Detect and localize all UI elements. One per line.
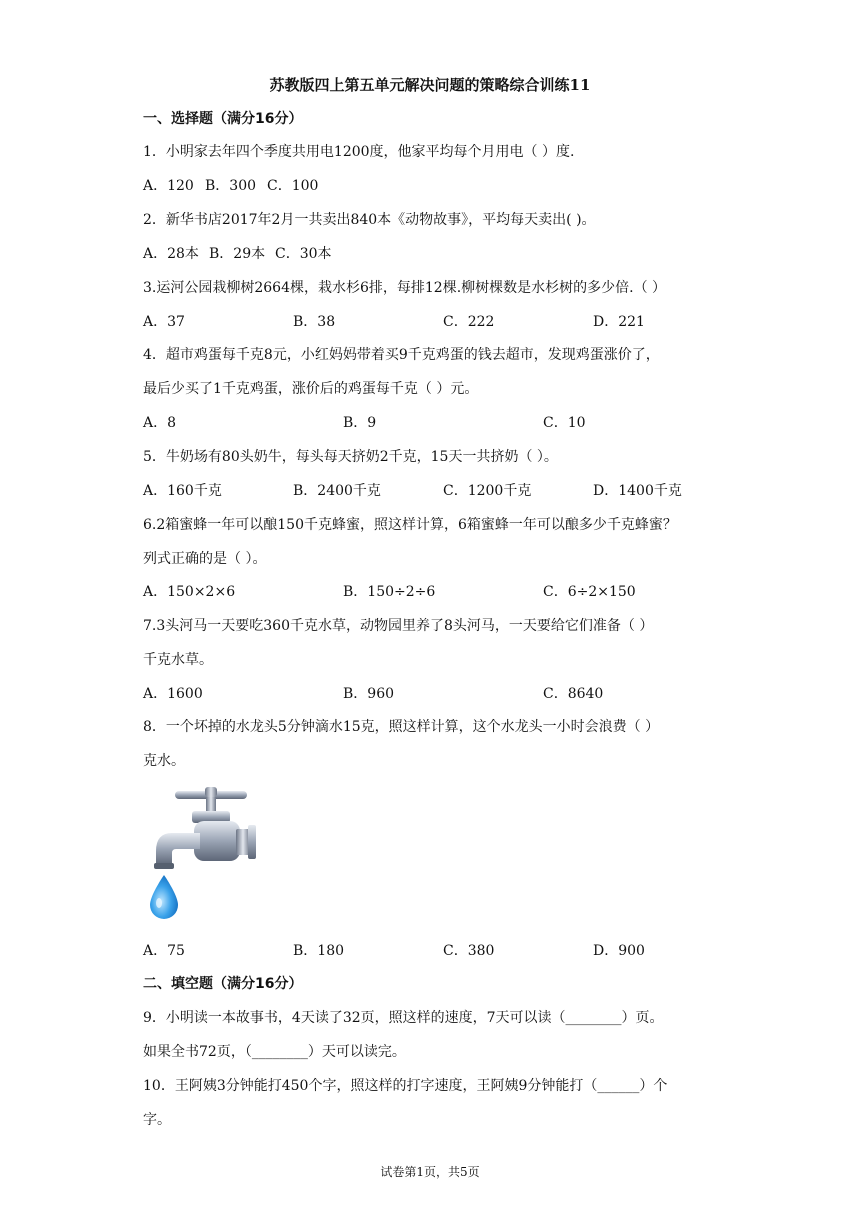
option-c: C．100 — [267, 178, 319, 194]
question-7-options — [143, 685, 743, 703]
option-c: C．10 — [543, 415, 586, 431]
option-c: C．6÷2×150 — [543, 584, 636, 600]
option-c: C．8640 — [543, 686, 604, 702]
question-2: 2．新华书店2017年2月一共卖出840本《动物故事》，平均每天卖出( )。 — [143, 212, 596, 228]
question-5: 5．牛奶场有80头奶牛，每头每天挤奶2千克，15天一共挤奶（ ）。 — [143, 449, 558, 465]
option-a: A．75 — [143, 943, 185, 959]
question-6-line-2: 列式正确的是（ ）。 — [143, 551, 267, 567]
question-1-options — [143, 177, 743, 195]
question-8-options — [143, 942, 743, 960]
option-b: B．180 — [293, 943, 345, 959]
option-a: A．1600 — [143, 686, 203, 702]
option-d: D．1400千克 — [593, 483, 682, 499]
question-2-options — [143, 245, 743, 263]
option-c: C．380 — [443, 943, 495, 959]
option-c: C．222 — [443, 314, 495, 330]
question-3-options — [143, 313, 743, 331]
question-6-line-1: 6.2箱蜜蜂一年可以酿150千克蜂蜜，照这样计算，6箱蜜蜂一年可以酿多少千克蜂蜜？ — [143, 517, 677, 533]
section-choice-heading: 一、选择题（满分16分） — [143, 111, 303, 127]
question-4-options — [143, 414, 743, 432]
option-b: B．29本 — [209, 246, 266, 262]
section-fill-heading: 二、填空题（满分16分） — [143, 976, 303, 992]
faucet-icon — [150, 785, 260, 925]
question-9-line-2: 如果全书72页，（________）天可以读完。 — [143, 1044, 406, 1060]
option-b: B．300 — [205, 178, 257, 194]
question-8-line-2: 克水。 — [143, 753, 185, 769]
page-footer: 试卷第1页，共5页 — [380, 1165, 480, 1179]
option-d: D．900 — [593, 943, 645, 959]
option-a: A．120 — [143, 178, 194, 194]
question-9-line-1: 9．小明读一本故事书，4天读了32页，照这样的速度，7天可以读（________）页。 — [143, 1010, 664, 1026]
question-10-line-2: 字。 — [143, 1112, 171, 1128]
option-a: A．150×2×6 — [143, 584, 236, 600]
option-b: B．960 — [343, 686, 395, 702]
option-c: C．1200千克 — [443, 483, 532, 499]
question-6-options — [143, 583, 743, 601]
option-b: B．38 — [293, 314, 336, 330]
option-a: A．160千克 — [143, 483, 222, 499]
option-b: B．150÷2÷6 — [343, 584, 436, 600]
question-5-options — [143, 482, 743, 500]
question-4-line-1: 4．超市鸡蛋每千克8元，小红妈妈带着买9千克鸡蛋的钱去超市，发现鸡蛋涨价了， — [143, 347, 660, 363]
option-b: B．9 — [343, 415, 377, 431]
question-7-line-2: 千克水草。 — [143, 652, 213, 668]
faucet-illustration — [150, 785, 260, 925]
option-c: C．30本 — [275, 246, 332, 262]
option-a: A．37 — [143, 314, 185, 330]
question-7-line-1: 7.3头河马一天要吃360千克水草，动物园里养了8头河马，一天要给它们准备（ ） — [143, 618, 654, 634]
page-title: 苏教版四上第五单元解决问题的策略综合训练11 — [269, 76, 591, 94]
question-3: 3.运河公园栽柳树2664棵，栽水杉6排，每排12棵.柳树棵数是水杉树的多少倍.（ ） — [143, 280, 667, 296]
question-4-line-2: 最后少买了1千克鸡蛋，涨价后的鸡蛋每千克（ ）元。 — [143, 381, 479, 397]
question-8-line-1: 8．一个坏掉的水龙头5分钟滴水15克，照这样计算，这个水龙头一小时会浪费（ ） — [143, 719, 660, 735]
option-a: A．8 — [143, 415, 177, 431]
option-b: B．2400千克 — [293, 483, 381, 499]
option-d: D．221 — [593, 314, 645, 330]
question-1: 1．小明家去年四个季度共用电1200度，他家平均每个月用电（ ）度. — [143, 144, 575, 160]
question-10-line-1: 10．王阿姨3分钟能打450个字，照这样的打字速度，王阿姨9分钟能打（______）个 — [143, 1078, 668, 1094]
option-a: A．28本 — [143, 246, 199, 262]
